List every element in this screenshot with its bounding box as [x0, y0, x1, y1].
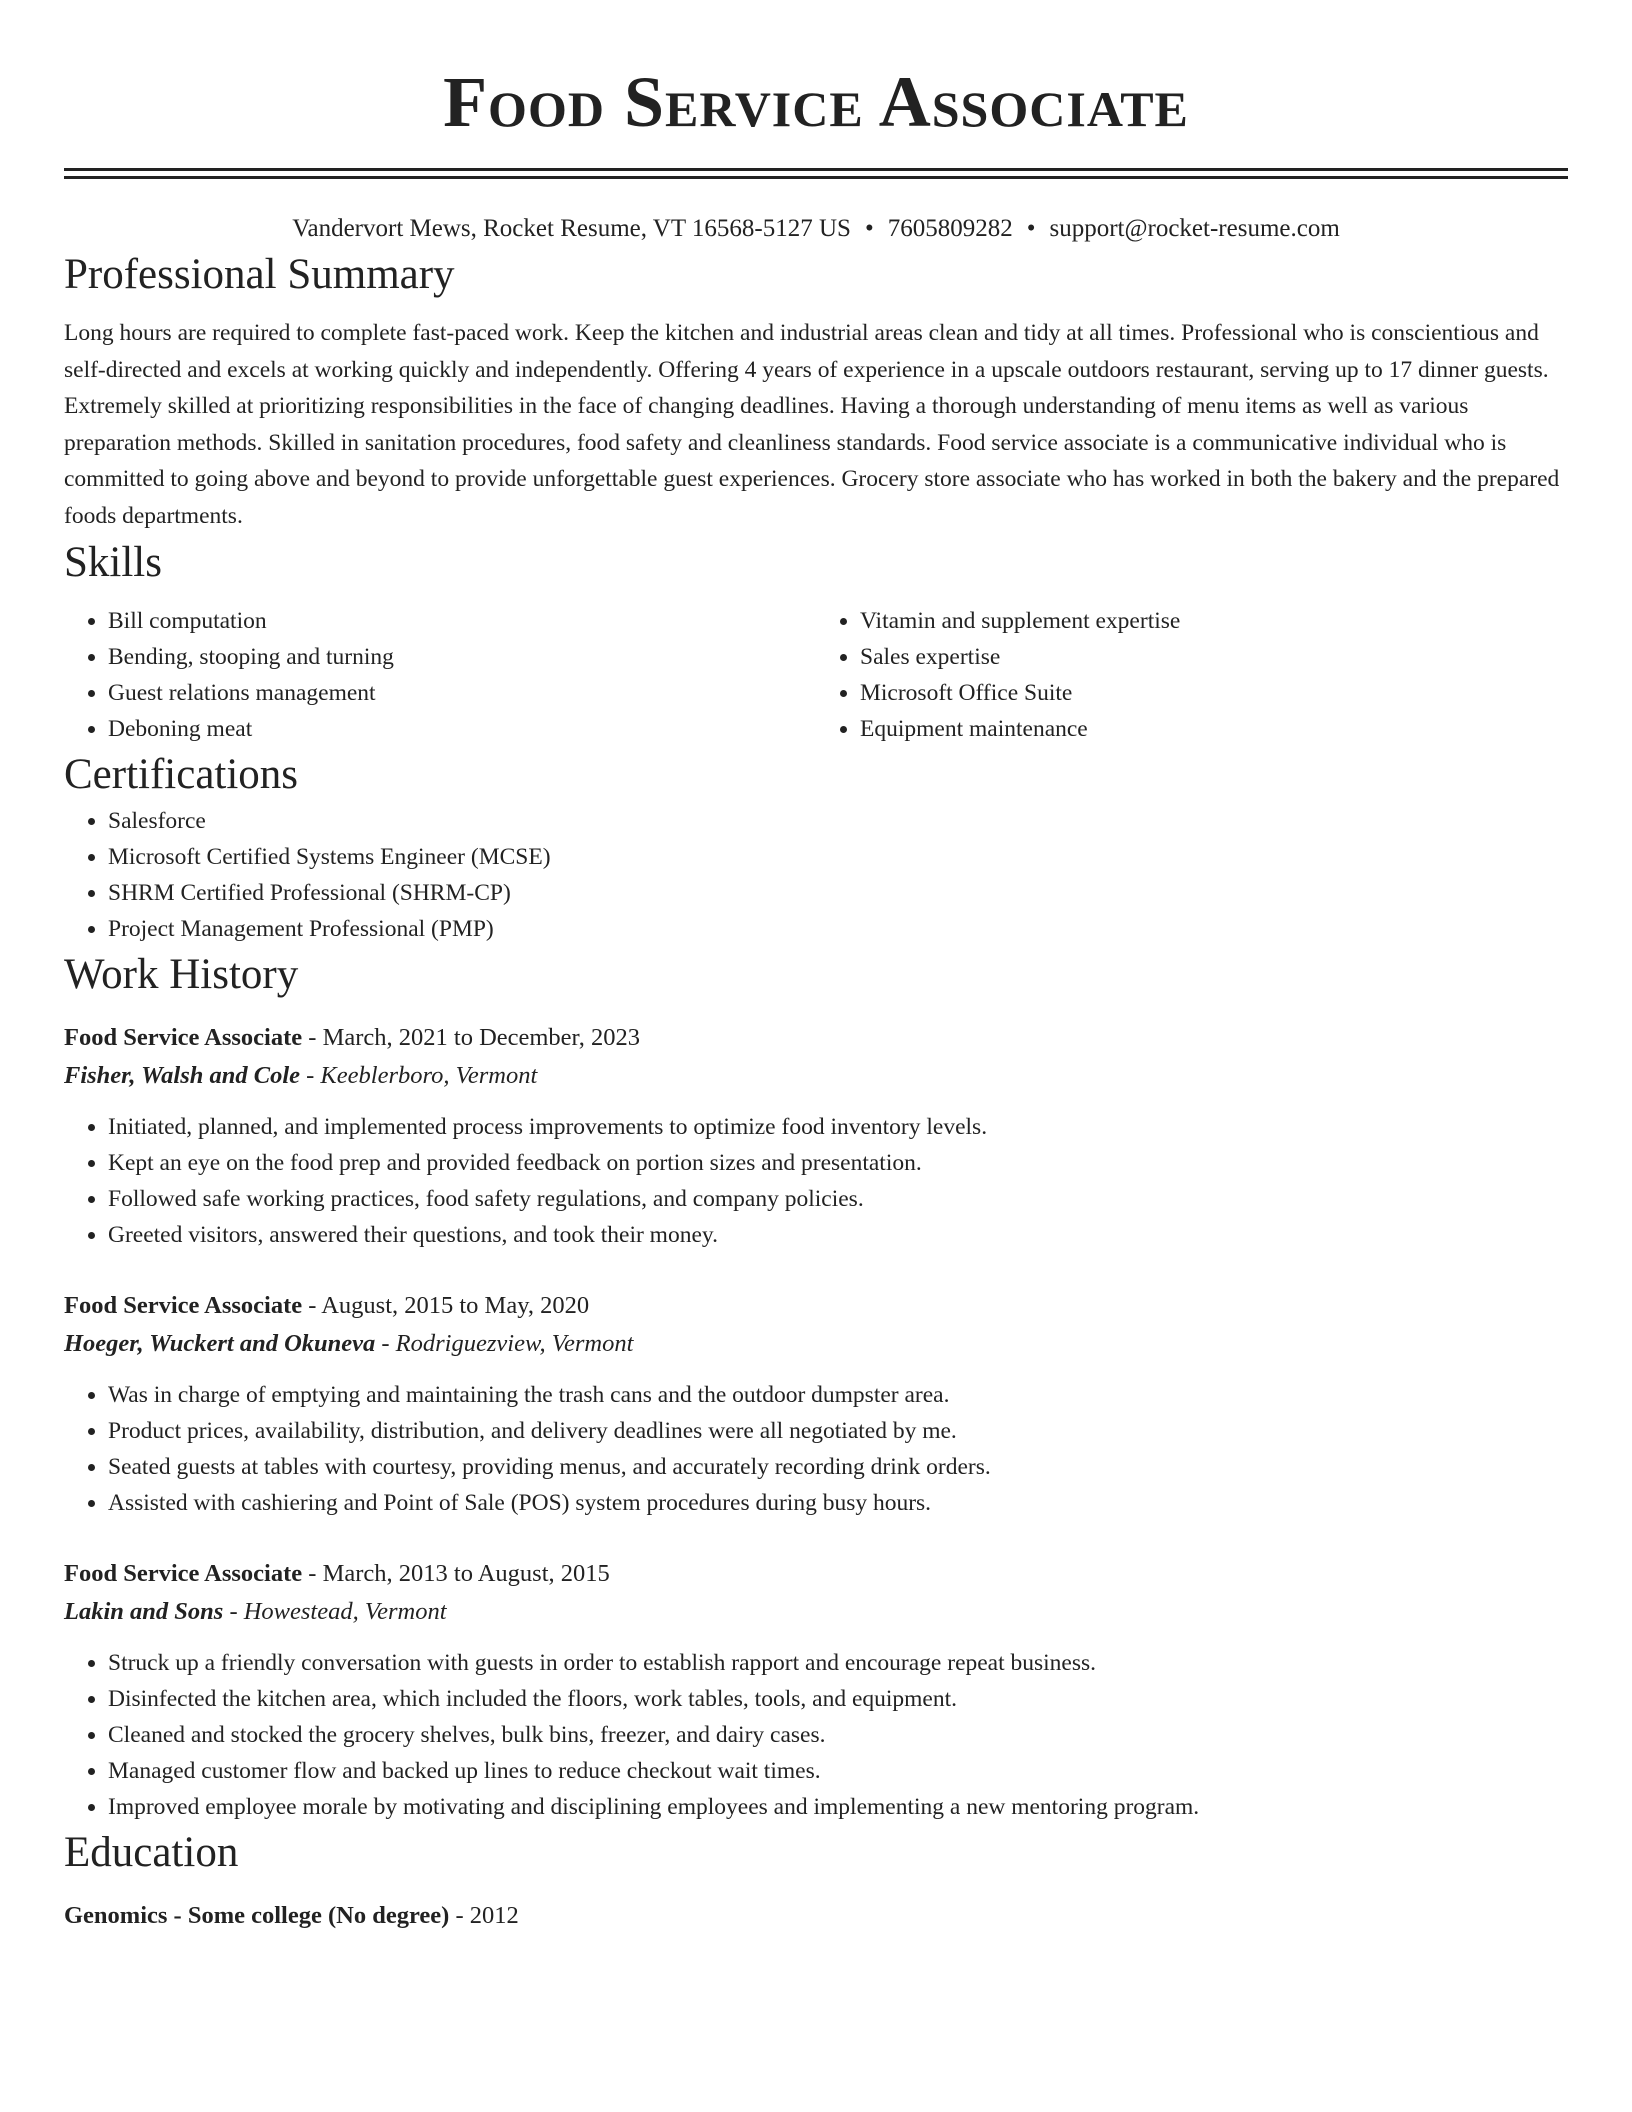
employer-line	[64, 1057, 1568, 1095]
job-title-line	[64, 1287, 1568, 1325]
job-duty: • Assisted with cashiering and Point of Sale (POS) system procedures during busy hours.	[108, 1485, 1568, 1521]
contact-line	[64, 211, 1568, 247]
certifications-list	[64, 803, 1568, 947]
education-heading: Education	[64, 1828, 239, 1876]
contact-phone: 7605809282	[887, 215, 1013, 242]
job-title: Food Service Associate	[64, 1559, 303, 1587]
job-duty: • Greeted visitors, answered their questions, and took their money.	[108, 1217, 1568, 1253]
job-title-line	[64, 1555, 1568, 1593]
skill-item: • Vitamin and supplement expertise	[860, 603, 1568, 639]
job-duty: • Struck up a friendly conversation with guests in order to establish rapport and encourage repeat business.	[108, 1645, 1568, 1681]
education-degree: Genomics - Some college (No degree)	[64, 1901, 450, 1929]
skills-heading: Skills	[64, 538, 162, 586]
job-duty: • Was in charge of emptying and maintaining the trash cans and the outdoor dumpster area.	[108, 1377, 1568, 1413]
skill-item: • Guest relations management	[108, 675, 816, 711]
resume-name: Food Service Associate	[443, 62, 1189, 142]
work-history-heading: Work History	[64, 950, 299, 998]
employer-location: - Rodriguezview, Vermont	[375, 1329, 634, 1357]
job-duty: • Managed customer flow and backed up lines to reduce checkout wait times.	[108, 1753, 1568, 1789]
certification-item: • SHRM Certified Professional (SHRM-CP)	[108, 875, 1568, 911]
certification-item: • Microsoft Certified Systems Engineer (MCSE)	[108, 839, 1568, 875]
job-title: Food Service Associate	[64, 1023, 303, 1051]
job-duty: • Kept an eye on the food prep and provided feedback on portion sizes and presentation.	[108, 1145, 1568, 1181]
certification-item: • Salesforce	[108, 803, 1568, 839]
employer-name: Hoeger, Wuckert and Okuneva	[64, 1329, 376, 1357]
job-entry	[64, 1019, 1568, 1253]
job-entry	[64, 1287, 1568, 1521]
employer-line	[64, 1593, 1568, 1631]
job-duties-list	[64, 1377, 1568, 1521]
job-title: Food Service Associate	[64, 1291, 303, 1319]
employer-line	[64, 1325, 1568, 1363]
contact-address: Vandervort Mews, Rocket Resume, VT 16568-5127 US	[292, 215, 851, 242]
skill-item: • Equipment maintenance	[860, 711, 1568, 747]
job-duties-list	[64, 1109, 1568, 1253]
skill-item: • Microsoft Office Suite	[860, 675, 1568, 711]
job-duty: • Improved employee morale by motivating and disciplining employees and implementing a new mentoring program.	[108, 1789, 1568, 1825]
job-title-line	[64, 1019, 1568, 1057]
job-duty: • Cleaned and stocked the grocery shelves, bulk bins, freezer, and dairy cases.	[108, 1717, 1568, 1753]
education-year: - 2012	[449, 1901, 519, 1929]
summary-heading: Professional Summary	[64, 251, 455, 298]
certification-item: • Project Management Professional (PMP)	[108, 911, 1568, 947]
skill-item: • Sales expertise	[860, 639, 1568, 675]
contact-separator: •	[864, 215, 874, 242]
employer-name: Lakin and Sons	[64, 1597, 224, 1625]
summary-text: Long hours are required to complete fast-paced work. Keep the kitchen and industrial areas clean and tidy at all times. Professional who is conscientious and self-directed and excels at working quickly and independently. Offering 4 years of experience in a upscale outdoors restaurant, serving up to 17 dinner guests. Extremely skilled at prioritizing responsibilities in the face of changing deadlines. Having a thorough understanding of menu items as well as various preparation methods. Skilled in sanitation procedures, food safety and cleanliness standards. Food service associate is a communicative individual who is committed to going above and beyond to provide unforgettable guest experiences. Grocery store associate who has worked in both the bakery and the prepared foods departments.	[64, 320, 1560, 529]
education-entry	[64, 1897, 1568, 1935]
job-dates: - August, 2015 to May, 2020	[302, 1291, 590, 1319]
job-duty: • Seated guests at tables with courtesy, providing menus, and accurately recording drink orders.	[108, 1449, 1568, 1485]
job-dates: - March, 2013 to August, 2015	[302, 1559, 610, 1587]
job-duty: • Disinfected the kitchen area, which included the floors, work tables, tools, and equipment.	[108, 1681, 1568, 1717]
job-duty: • Followed safe working practices, food safety regulations, and company policies.	[108, 1181, 1568, 1217]
header-divider	[64, 168, 1568, 179]
skills-columns	[64, 603, 1568, 747]
contact-email: support@rocket-resume.com	[1049, 215, 1340, 242]
job-entry	[64, 1555, 1568, 1825]
skill-item: • Bill computation	[108, 603, 816, 639]
job-duty: • Initiated, planned, and implemented process improvements to optimize food inventory levels.	[108, 1109, 1568, 1145]
skills-list-right	[816, 603, 1568, 747]
skill-item: • Deboning meat	[108, 711, 816, 747]
employer-name: Fisher, Walsh and Cole	[64, 1061, 301, 1089]
job-duties-list	[64, 1645, 1568, 1825]
certifications-heading: Certifications	[64, 750, 299, 798]
job-duty: • Product prices, availability, distribution, and delivery deadlines were all negotiated by me.	[108, 1413, 1568, 1449]
skill-item: • Bending, stooping and turning	[108, 639, 816, 675]
employer-location: - Keeblerboro, Vermont	[300, 1061, 538, 1089]
job-dates: - March, 2021 to December, 2023	[302, 1023, 640, 1051]
employer-location: - Howestead, Vermont	[223, 1597, 447, 1625]
contact-separator: •	[1026, 215, 1036, 242]
skills-list-left	[64, 603, 816, 747]
